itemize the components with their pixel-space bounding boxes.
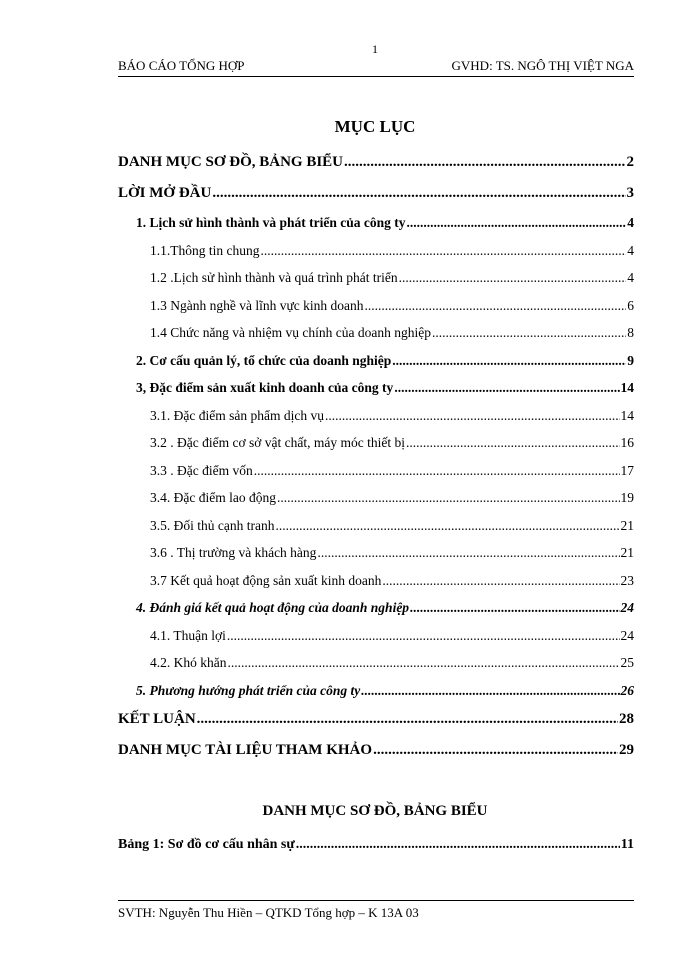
toc-entry[interactable]	[118, 735, 634, 766]
toc-entry-page: 14	[620, 380, 634, 395]
toc-entry-label: 3.2 . Đặc điểm cơ sở vật chất, máy móc thiết bị	[150, 435, 405, 450]
figure-list-title: DANH MỤC SƠ ĐỒ, BẢNG BIỂU	[262, 803, 488, 819]
toc-entry-leader	[277, 484, 620, 512]
toc-entry-page: 8	[627, 325, 634, 340]
toc-entry-label: 4.2. Khó khăn	[150, 655, 227, 670]
toc-entry-page: 21	[620, 545, 634, 560]
toc-entry-label: 3.4. Đặc điểm lao động	[150, 490, 276, 505]
figure-entry-page: 11	[620, 837, 634, 852]
toc-entry[interactable]	[118, 402, 634, 430]
figure-entry-label: Bảng 1: Sơ đồ cơ cấu nhân sự	[118, 837, 295, 852]
toc-entry-page: 16	[620, 435, 634, 450]
toc-entry-label: 4.1. Thuận lợi	[150, 627, 226, 643]
toc-entry[interactable]	[118, 539, 634, 567]
toc-entry-label: DANH MỤC TÀI LIỆU THAM KHẢO	[118, 742, 373, 758]
toc-entry-label: 3.6 . Thị trường và khách hàng	[150, 545, 317, 560]
toc-entry[interactable]	[118, 264, 634, 292]
toc-entry-page: 26	[620, 682, 634, 698]
toc-entry-page: 29	[619, 742, 634, 758]
toc-entry-leader	[317, 539, 619, 567]
toc-entry-page: 23	[620, 572, 634, 588]
toc-entry[interactable]	[118, 677, 634, 705]
figure-entry[interactable]	[118, 831, 634, 859]
toc-entry-page: 24	[620, 627, 634, 643]
toc-entry-leader	[325, 402, 620, 430]
toc-entry-page: 19	[620, 490, 634, 505]
page-footer: SVTH: Nguyễn Thu Hiền – QTKD Tổng hợp – K 13A 03	[118, 905, 419, 920]
toc-entry[interactable]	[118, 374, 634, 402]
toc-entry-label: 4. Đánh giá kết quả hoạt động của doanh nghiệp	[136, 600, 410, 615]
header-advisor: GVHD: TS. NGÔ THỊ VIỆT NGA	[451, 58, 634, 73]
table-of-contents	[118, 147, 634, 766]
toc-entry-leader	[254, 457, 620, 485]
toc-entry-label: 3.3 . Đặc điểm vốn	[150, 462, 253, 478]
toc-title: MỤC LỤC	[334, 117, 416, 136]
toc-entry-label: 1. Lịch sử hình thành và phát triển của công ty	[136, 215, 406, 230]
toc-entry-page: 25	[620, 655, 634, 670]
figure-entry-leader	[296, 831, 620, 859]
toc-entry-label: DANH MỤC SƠ ĐỒ, BẢNG BIỂU	[118, 154, 344, 170]
toc-entry-page: 28	[619, 711, 634, 727]
toc-entry-label: 1.1.Thông tin chung	[150, 242, 260, 258]
toc-entry-page: 3	[626, 185, 634, 201]
toc-entry-label: KẾT LUẬN	[118, 711, 196, 727]
toc-entry-leader	[344, 147, 625, 178]
toc-entry-page: 14	[620, 407, 634, 423]
toc-entry[interactable]	[118, 237, 634, 265]
toc-entry-page: 21	[620, 517, 634, 533]
toc-entry-label: 1.4 Chức năng và nhiệm vụ chính của doanh nghiệp	[150, 325, 432, 340]
toc-entry[interactable]	[118, 484, 634, 512]
toc-entry-leader	[227, 622, 620, 650]
header-report-title: BÁO CÁO TỔNG HỢP	[118, 58, 245, 73]
toc-entry[interactable]	[118, 319, 634, 347]
toc-entry[interactable]	[118, 209, 634, 237]
toc-entry-leader	[392, 347, 626, 375]
toc-entry-leader	[432, 319, 626, 347]
toc-entry[interactable]	[118, 292, 634, 320]
toc-entry-page: 6	[627, 297, 634, 313]
figure-list	[118, 831, 634, 859]
toc-entry-page: 17	[620, 462, 634, 478]
page-number: 1	[372, 42, 378, 56]
toc-entry-page: 2	[626, 154, 634, 170]
toc-entry-leader	[228, 649, 620, 677]
toc-entry[interactable]	[118, 594, 634, 622]
toc-entry-label: 3, Đặc điểm sản xuất kinh doanh của công ty	[136, 380, 394, 395]
toc-entry-page: 24	[620, 600, 634, 615]
toc-entry-leader	[373, 735, 618, 766]
toc-entry-leader	[275, 512, 619, 540]
toc-entry-leader	[410, 594, 619, 622]
toc-entry-leader	[361, 677, 619, 705]
toc-entry-leader	[407, 209, 627, 237]
toc-entry-leader	[406, 429, 620, 457]
toc-entry-leader	[212, 178, 625, 209]
toc-entry[interactable]	[118, 178, 634, 209]
toc-entry-page: 4	[627, 215, 634, 230]
toc-entry-leader	[382, 567, 619, 595]
toc-entry-leader	[261, 237, 627, 265]
toc-entry[interactable]	[118, 347, 634, 375]
toc-entry[interactable]	[118, 457, 634, 485]
toc-entry[interactable]	[118, 649, 634, 677]
toc-entry[interactable]	[118, 512, 634, 540]
toc-entry-leader	[365, 292, 627, 320]
toc-entry-leader	[394, 374, 619, 402]
toc-entry-page: 4	[627, 270, 634, 285]
toc-entry-label: LỜI MỞ ĐẦU	[118, 185, 212, 201]
toc-entry-page: 9	[627, 352, 634, 368]
toc-entry[interactable]	[118, 622, 634, 650]
toc-entry[interactable]	[118, 429, 634, 457]
toc-entry-label: 3.7 Kết quả hoạt động sản xuất kinh doanh	[150, 572, 382, 588]
toc-entry[interactable]	[118, 567, 634, 595]
footer-divider	[118, 900, 634, 901]
toc-entry-leader	[399, 264, 627, 292]
page-header	[118, 58, 634, 77]
toc-entry-label: 3.5. Đối thủ cạnh tranh	[150, 517, 275, 533]
toc-entry[interactable]	[118, 704, 634, 735]
toc-entry-label: 2. Cơ cấu quản lý, tổ chức của doanh nghiệp	[136, 352, 392, 368]
toc-entry-leader	[197, 704, 618, 735]
toc-entry-label: 5. Phương hướng phát triển của công ty	[136, 682, 361, 698]
toc-entry-label: 3.1. Đặc điểm sản phẩm dịch vụ	[150, 407, 324, 423]
toc-entry-label: 1.3 Ngành nghề và lĩnh vực kinh doanh	[150, 297, 364, 313]
toc-entry-page: 4	[627, 242, 634, 258]
toc-entry-label: 1.2 .Lịch sử hình thành và quá trình phát triển	[150, 270, 398, 285]
toc-entry[interactable]	[118, 147, 634, 178]
